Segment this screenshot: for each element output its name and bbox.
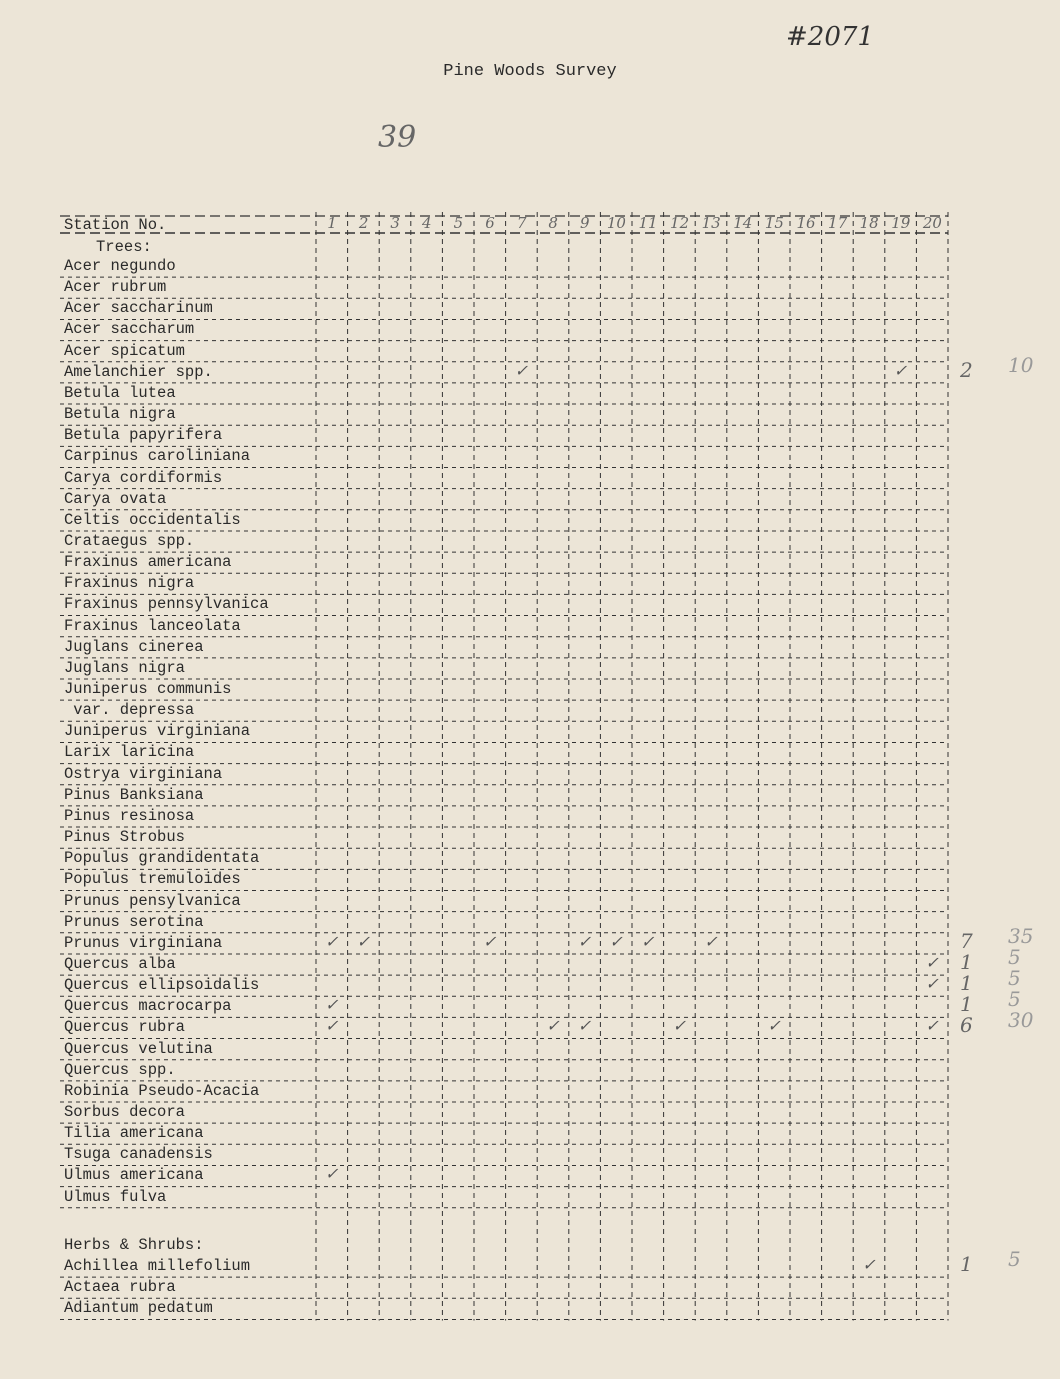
species-label: Larix laricina: [64, 743, 195, 762]
species-label: Quercus rubra: [64, 1018, 185, 1037]
station-count: 1: [960, 971, 973, 996]
check-mark-icon: ✓: [925, 952, 939, 972]
species-label: Juglans nigra: [64, 658, 185, 677]
species-label: Acer spicatum: [64, 341, 185, 360]
species-label: Ulmus americana: [64, 1166, 204, 1185]
station-number: 6: [485, 214, 495, 232]
page-title: Pine Woods Survey: [443, 62, 617, 81]
station-number: 3: [390, 214, 400, 232]
species-label: Betula nigra: [64, 405, 176, 424]
species-label: Fraxinus pennsylvanica: [64, 595, 269, 614]
species-label: Tilia americana: [64, 1124, 204, 1143]
check-mark-icon: ✓: [514, 360, 528, 380]
station-number: 17: [828, 214, 848, 232]
station-number: 13: [701, 214, 721, 232]
check-mark-icon: ✓: [925, 1016, 939, 1036]
station-number: 8: [548, 214, 558, 232]
station-count: 7: [960, 928, 973, 953]
station-number: 1: [327, 214, 337, 232]
species-label: Crataegus spp.: [64, 531, 195, 550]
species-label: Quercus alba: [64, 954, 176, 973]
species-label: Carya ovata: [64, 489, 167, 508]
station-count: 6: [960, 1013, 973, 1038]
check-mark-icon: ✓: [325, 1016, 339, 1036]
station-number: 16: [796, 214, 816, 232]
species-label: Actaea rubra: [64, 1278, 176, 1297]
check-mark-icon: ✓: [672, 1016, 686, 1036]
species-label: Juniperus virginiana: [64, 722, 251, 741]
species-label: Prunus pensylvanica: [64, 891, 241, 910]
species-label: Carpinus caroliniana: [64, 447, 251, 466]
check-mark-icon: ✓: [577, 931, 592, 951]
species-label: Fraxinus nigra: [64, 574, 195, 593]
species-label: Amelanchier spp.: [64, 362, 213, 381]
station-number: 14: [733, 214, 753, 232]
species-label: Betula papyrifera: [64, 426, 223, 445]
station-number: 9: [580, 214, 590, 232]
station-number: 18: [859, 214, 879, 232]
station-count: 1: [960, 992, 973, 1017]
score-note: 35: [1008, 923, 1034, 948]
station-count: 1: [960, 949, 973, 974]
species-label: Fraxinus americana: [64, 553, 232, 572]
herbs-heading: Herbs & Shrubs:: [64, 1236, 204, 1254]
station-count: 1: [960, 1252, 973, 1276]
species-label: Fraxinus lanceolata: [64, 616, 241, 635]
species-label: Sorbus decora: [64, 1103, 185, 1121]
species-label: Pinus resinosa: [64, 806, 195, 825]
species-label: Pinus Banksiana: [64, 785, 204, 804]
check-mark-icon: ✓: [356, 931, 370, 951]
trees-heading: Trees:: [96, 238, 152, 256]
species-label: Celtis occidentalis: [64, 510, 241, 529]
score-note: 5: [1008, 966, 1021, 991]
check-mark-icon: ✓: [483, 931, 497, 951]
species-label: Robinia Pseudo-Acacia: [64, 1081, 260, 1100]
check-mark-icon: ✓: [609, 931, 623, 951]
species-label: Populus grandidentata: [64, 849, 260, 868]
species-label: Juglans cinerea: [64, 637, 204, 656]
station-number: 19: [891, 214, 911, 232]
species-label: Quercus macrocarpa: [64, 997, 232, 1016]
score-note: 5: [1008, 1247, 1021, 1271]
score-note: 10: [1008, 352, 1034, 377]
species-label: var. depressa: [64, 701, 195, 720]
check-mark-icon: ✓: [577, 1016, 592, 1036]
check-mark-icon: ✓: [546, 1016, 560, 1036]
species-label: Betula lutea: [64, 383, 176, 402]
page-number: 39: [378, 120, 417, 155]
species-label: Ostrya virginiana: [64, 764, 223, 783]
check-mark-icon: ✓: [893, 360, 908, 380]
species-label: Quercus spp.: [64, 1060, 176, 1079]
check-mark-icon: ✓: [325, 931, 339, 951]
species-label: Populus tremuloides: [64, 870, 241, 889]
station-number: 5: [453, 214, 464, 232]
species-label: Quercus velutina: [64, 1039, 213, 1058]
station-number: 15: [764, 214, 784, 232]
station-number: 10: [606, 214, 626, 232]
reference-number: #2071: [786, 22, 874, 52]
station-number: 11: [638, 214, 658, 232]
species-label: Adiantum pedatum: [64, 1299, 213, 1318]
station-number: 4: [422, 214, 432, 232]
species-label: Achillea millefolium: [64, 1257, 251, 1275]
check-mark-icon: ✓: [325, 995, 339, 1015]
species-label: Ulmus fulva: [64, 1187, 167, 1206]
score-note: 5: [1008, 987, 1021, 1012]
species-label: Prunus virginiana: [64, 933, 223, 952]
species-label: Juniperus communis: [64, 680, 232, 698]
station-count: 2: [960, 357, 973, 382]
check-mark-icon: ✓: [925, 974, 939, 994]
species-label: Pinus Strobus: [64, 828, 185, 847]
check-mark-icon: ✓: [704, 931, 718, 951]
species-label: Tsuga canadensis: [64, 1145, 213, 1164]
check-mark-icon: ✓: [767, 1016, 781, 1036]
species-label: Prunus serotina: [64, 912, 204, 931]
station-number: 2: [358, 214, 369, 232]
species-label: Acer negundo: [64, 257, 176, 275]
species-label: Acer saccharinum: [64, 299, 213, 318]
species-label: Carya cordiformis: [64, 468, 223, 487]
station-number: 7: [516, 214, 527, 232]
check-mark-icon: ✓: [641, 931, 655, 951]
score-note: 30: [1008, 1008, 1034, 1033]
check-mark-icon: ✓: [862, 1255, 876, 1274]
check-mark-icon: ✓: [325, 1164, 339, 1184]
station-number: 20: [922, 214, 942, 232]
species-label: Acer saccharum: [64, 320, 195, 339]
species-label: Acer rubrum: [64, 278, 167, 297]
station-label: Station No.: [64, 216, 167, 234]
species-label: Quercus ellipsoidalis: [64, 976, 260, 995]
score-note: 5: [1008, 944, 1021, 969]
station-number: 12: [670, 214, 690, 232]
